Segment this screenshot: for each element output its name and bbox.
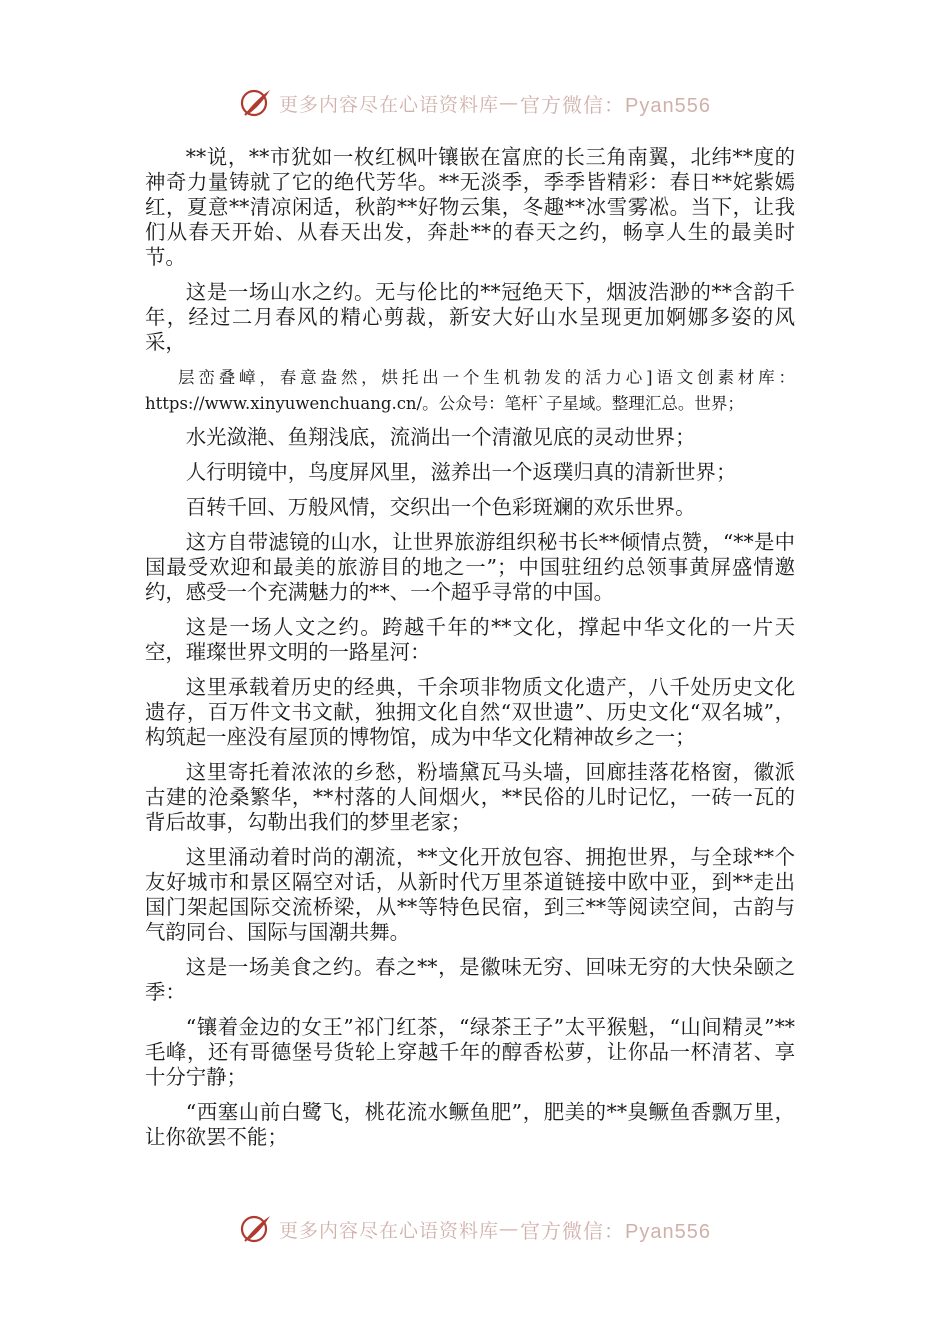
banner-separator: — [499, 1218, 519, 1240]
banner-text: 更多内容尽在心语资料库 [279, 1219, 500, 1242]
banner-contact: 官方微信：Pyan556 [520, 94, 711, 117]
paragraph: 这是一场美食之约。春之**，是徽味无穷、回味无穷的大快朵颐之季： [145, 955, 795, 1004]
paragraph: 百转千回、万般风情，交织出一个色彩斑斓的欢乐世界。 [185, 495, 696, 519]
banner-text: 更多内容尽在心语资料库 [279, 93, 500, 116]
paragraph-source-note: 层峦叠嶂，春意盎然，烘托出一个生机勃发的活力心]语文创素材库：https://www.xinyuwenchuang.cn/。公众号：笔杆`子星域。整理汇总。世界； [145, 368, 795, 413]
banner-contact: 官方微信：Pyan556 [520, 1220, 711, 1243]
quill-logo-icon [239, 86, 273, 120]
paragraph: “镶着金边的女王”祁门红茶，“绿茶王子”太平猴魁，“山间精灵”**毛峰，还有哥德堡号货轮上穿越千年的醇香松萝，让你品一杯清茗、享十分宁静； [145, 1015, 795, 1089]
article-body [145, 145, 795, 1160]
paragraph: 这里涌动着时尚的潮流，**文化开放包容、拥抱世界，与全球**个友好城市和景区隔空对话，从新时代万里茶道链接中欧中亚，到**走出国门架起国际交流桥梁，从**等特色民宿，到三**等阅读空间，古韵与气韵同台、国际与国潮共舞。 [145, 845, 795, 944]
paragraph: 人行明镜中，鸟度屏风里，滋养出一个返璞归真的清新世界； [185, 460, 737, 484]
paragraph: 这是一场山水之约。无与伦比的**冠绝天下，烟波浩渺的**含韵千年，经过二月春风的精心剪裁，新安大好山水呈现更加婀娜多姿的风采， [145, 280, 795, 354]
paragraph: 这里寄托着浓浓的乡愁，粉墙黛瓦马头墙，回廊挂落花格窗，徽派古建的沧桑繁华，**村落的人间烟火，**民俗的儿时记忆，一砖一瓦的背后故事，勾勒出我们的梦里老家； [145, 760, 795, 834]
paragraph: “西塞山前白鹭飞，桃花流水鳜鱼肥”，肥美的**臭鳜鱼香飘万里，让你欲罢不能； [145, 1100, 795, 1149]
paragraph: 这方自带滤镜的山水，让世界旅游组织秘书长**倾情点赞，“**是中国最受欢迎和最美的旅游目的地之一”；中国驻纽约总领事黄屏盛情邀约，感受一个充满魅力的**、一个超乎寻常的中国。 [145, 530, 795, 604]
paragraph: 水光潋滟、鱼翔浅底，流淌出一个清澈见底的灵动世界； [185, 425, 696, 449]
paragraph: 这是一场人文之约。跨越千年的**文化，撑起中华文化的一片天空，璀璨世界文明的一路星河： [145, 615, 795, 664]
banner-separator: — [499, 92, 519, 114]
paragraph: **说，**市犹如一枚红枫叶镶嵌在富庶的长三角南翼，北纬**度的神奇力量铸就了它的绝代芳华。**无淡季，季季皆精彩：春日**姹紫嫣红，夏意**清凉闲适，秋韵**好物云集，冬趣**冰雪雾凇。当下，让我们从春天开始、从春天出发，奔赴**的春天之约，畅享人生的最美时节。 [145, 145, 795, 269]
header-banner [0, 83, 950, 123]
quill-logo-icon [239, 1212, 273, 1246]
footer-banner [0, 1209, 950, 1249]
paragraph: 这里承载着历史的经典，千余项非物质文化遗产，八千处历史文化遗存，百万件文书文献，独拥文化自然“双世遗”、历史文化“双名城”，构筑起一座没有屋顶的博物馆，成为中华文化精神故乡之一； [145, 675, 795, 749]
